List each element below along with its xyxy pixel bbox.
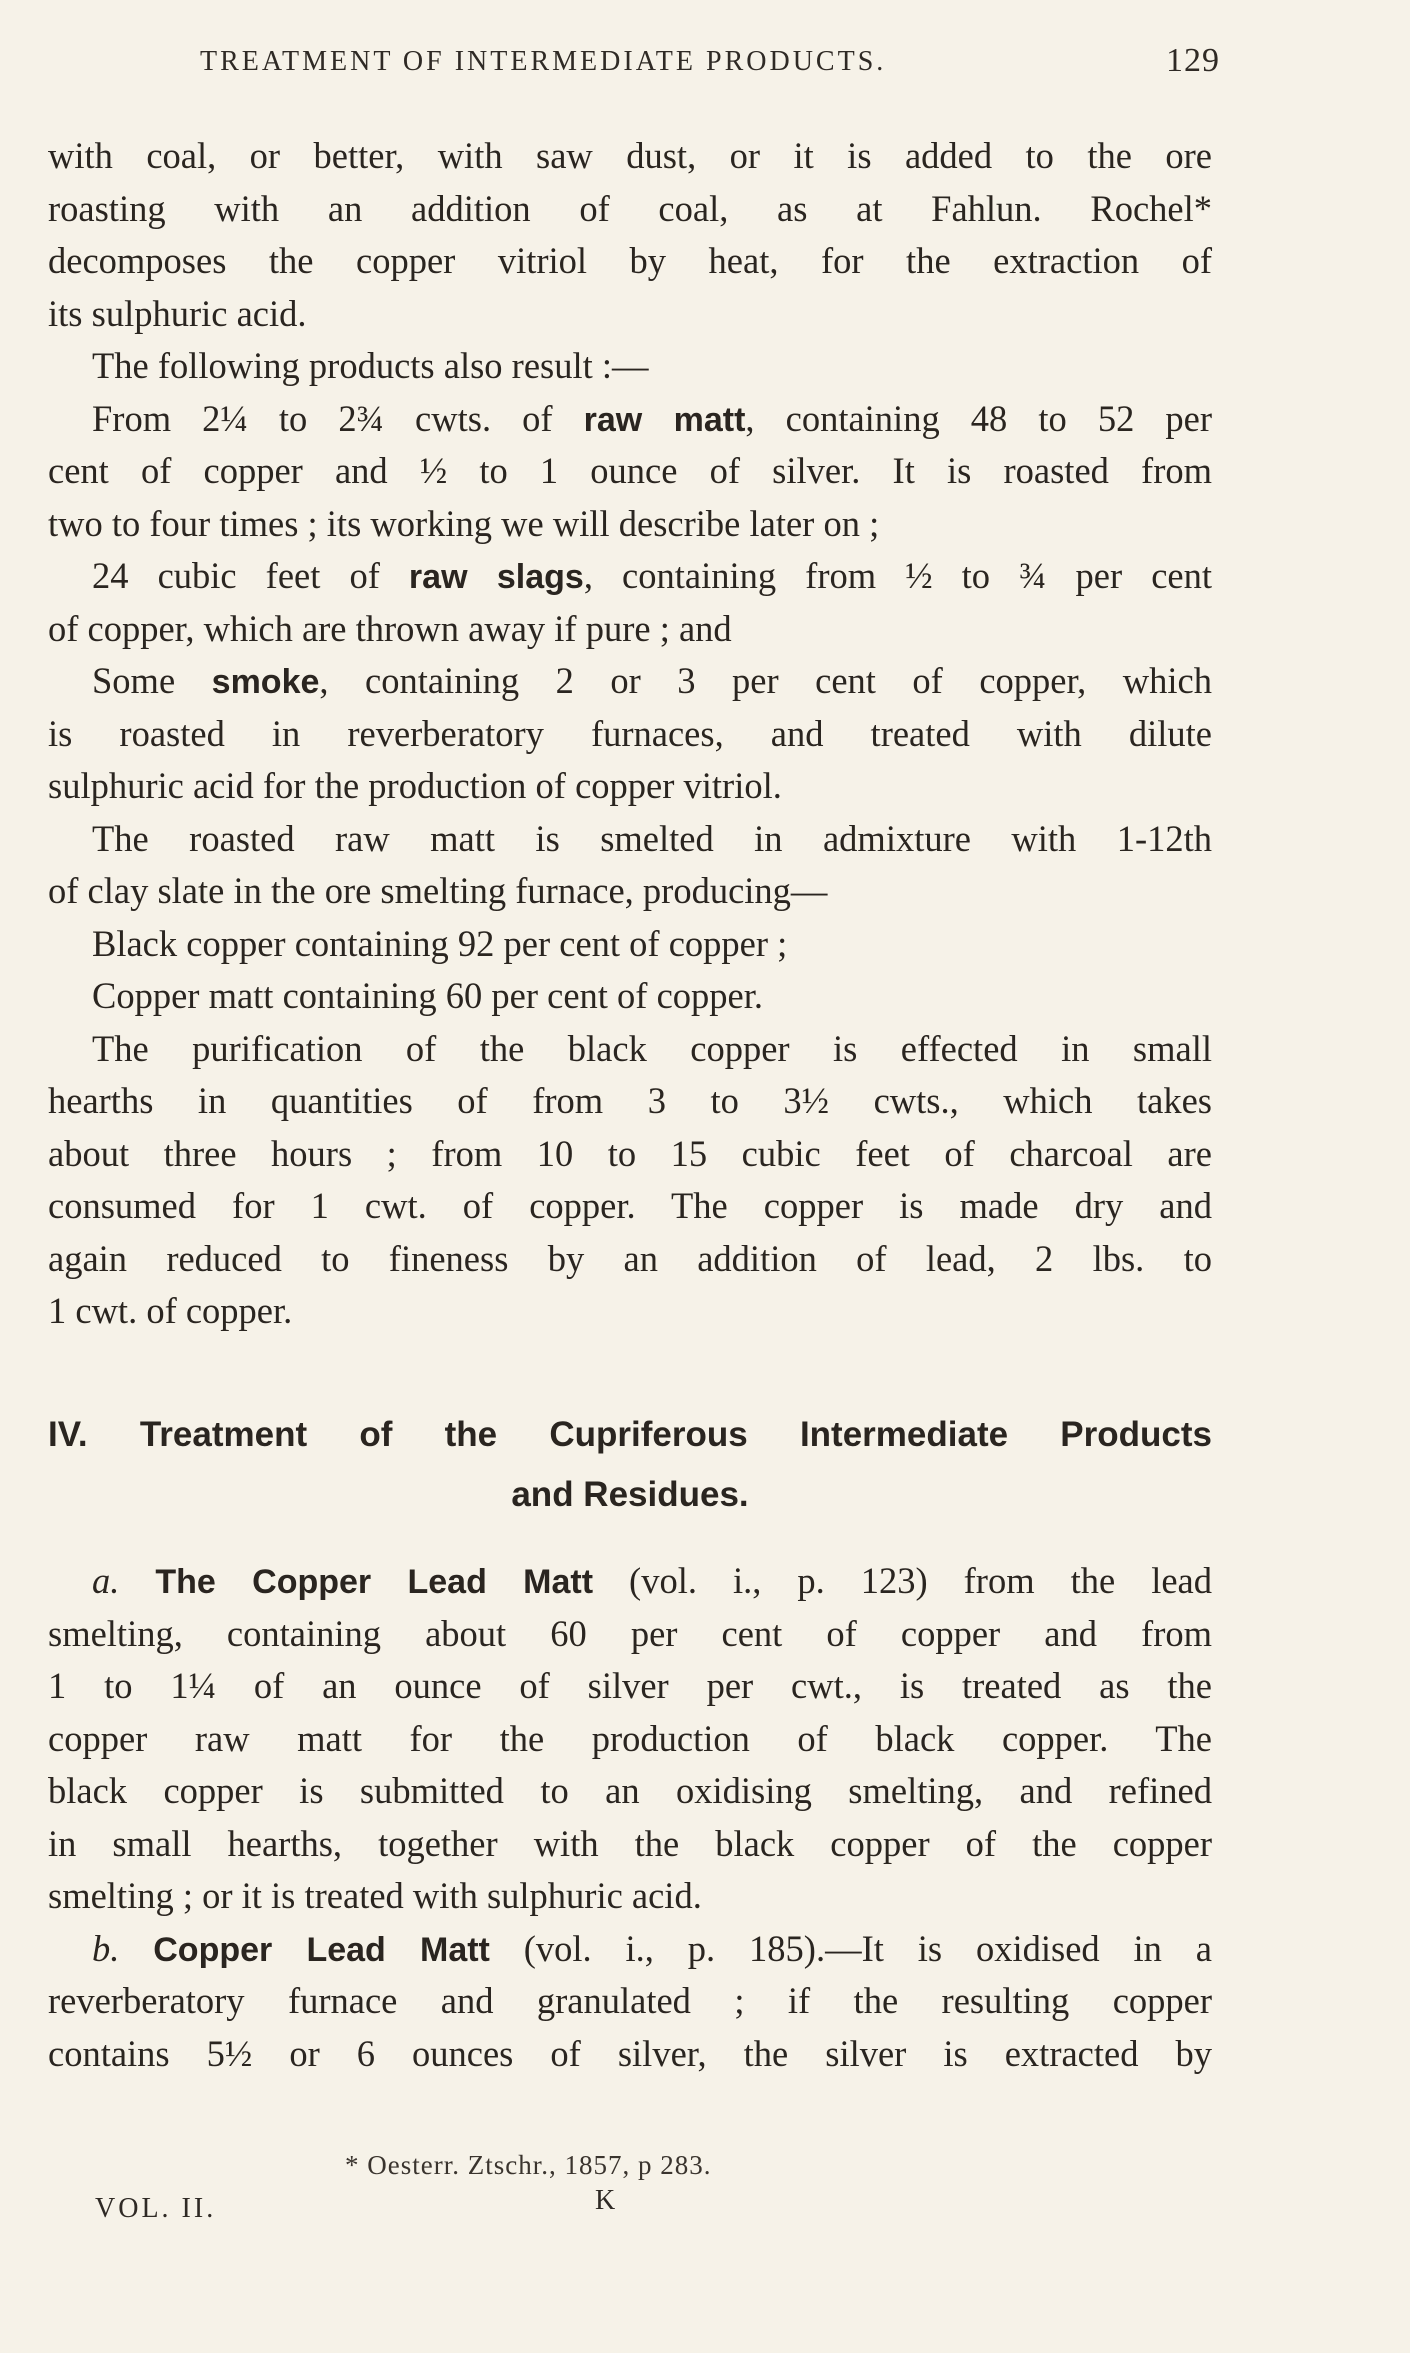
text-line: in small hearths, together with the black copper of the copper <box>48 1822 1212 1864</box>
text-line: The purification of the black copper is effected in small <box>92 1027 1212 1069</box>
text-line-raw-matt: From 2¼ to 2¾ cwts. of raw matt, containing 48 to 52 per <box>92 397 1213 439</box>
text-line: 1 to 1¼ of an ounce of silver per cwt., is treated as the <box>48 1665 1212 1706</box>
text-line-smoke: Some smoke, containing 2 or 3 per cent of copper, which <box>92 660 1212 701</box>
text-line: again reduced to fineness by an addition of lead, 2 lbs. to <box>48 1237 1212 1279</box>
text-line: 1 cwt. of copper. <box>48 1290 293 1331</box>
item-label: a. <box>92 1560 120 1601</box>
text-line: of copper, which are thrown away if pure ; and <box>48 607 732 649</box>
text-line: The following products also result :— <box>92 345 649 386</box>
text-line: of clay slate in the ore smelting furnace, producing— <box>48 870 828 911</box>
item-label: b. <box>92 1927 120 1969</box>
text-line: with coal, or better, with saw dust, or it is added to the ore <box>48 135 1212 176</box>
text-line: smelting, containing about 60 per cent of copper and from <box>48 1612 1212 1654</box>
text-line: reverberatory furnace and granulated ; if the resulting copper <box>48 1980 1212 2021</box>
text-line: Black copper containing 92 per cent of copper ; <box>92 922 788 964</box>
text-line: sulphuric acid for the production of copper vitriol. <box>48 765 782 806</box>
text-line: its sulphuric acid. <box>48 292 307 334</box>
signature-mark: K <box>595 2185 616 2216</box>
bold-term: The Copper Lead Matt <box>155 1563 594 1601</box>
text-line: decomposes the copper vitriol by heat, for the extraction of <box>48 240 1212 281</box>
text-line: roasting with an addition of coal, as at Fahlun. Rochel* <box>48 187 1212 229</box>
bold-term: smoke <box>211 663 320 701</box>
bold-term: raw matt <box>583 400 746 439</box>
text-line: two to four times ; its working we will describe later on ; <box>48 502 880 544</box>
text-line: hearths in quantities of from 3 to 3½ cwts., which takes <box>48 1080 1212 1121</box>
text-line: The roasted raw matt is smelted in admixture with 1-12th <box>92 817 1212 859</box>
main-paragraphs <box>48 130 1212 1338</box>
text-line-raw-slags: 24 cubic feet of raw slags, containing from ½ to ¾ per cent <box>92 555 1212 596</box>
footnote: * Oesterr. Ztschr., 1857, p 283. <box>345 2150 712 2180</box>
volume-label: VOL. II. <box>95 2193 217 2224</box>
section-heading-line: IV. Treatment of the Cupriferous Intermediate Products <box>48 1415 1212 1454</box>
bold-term: Copper Lead Matt <box>153 1930 490 1969</box>
text-fragment: (vol. i., p. 185).—It is oxidised in a <box>489 1927 1212 1969</box>
text-line: black copper is submitted to an oxidising smelting, and refined <box>48 1770 1212 1811</box>
section-heading <box>48 1405 1212 1525</box>
text-line: cent of copper and ½ to 1 ounce of silver. It is roasted from <box>48 450 1212 491</box>
text-line: about three hours ; from 10 to 15 cubic feet of charcoal are <box>48 1132 1212 1174</box>
text-line: contains 5½ or 6 ounces of silver, the silver is extracted by <box>48 2032 1212 2074</box>
text-line-a <box>48 1555 1212 1608</box>
text-line: smelting ; or it is treated with sulphuric acid. <box>48 1875 702 1916</box>
running-header <box>200 42 1220 86</box>
section-heading-line: and Residues. <box>511 1475 749 1514</box>
running-title: TREATMENT OF INTERMEDIATE PRODUCTS. <box>200 46 887 77</box>
text-line: copper raw matt for the production of black copper. The <box>48 1717 1212 1759</box>
bold-term: raw slags <box>408 558 584 596</box>
page-number: 129 <box>1166 42 1220 79</box>
section-paragraphs <box>48 1555 1212 2080</box>
text-line: consumed for 1 cwt. of copper. The copper is made dry and <box>48 1185 1212 1226</box>
text-line-b <box>48 1923 1212 1976</box>
text-fragment: (vol. i., p. 123) from the lead <box>593 1560 1212 1601</box>
text-line: Copper matt containing 60 per cent of copper. <box>92 975 763 1016</box>
text-line: is roasted in reverberatory furnaces, and treated with dilute <box>48 712 1212 754</box>
